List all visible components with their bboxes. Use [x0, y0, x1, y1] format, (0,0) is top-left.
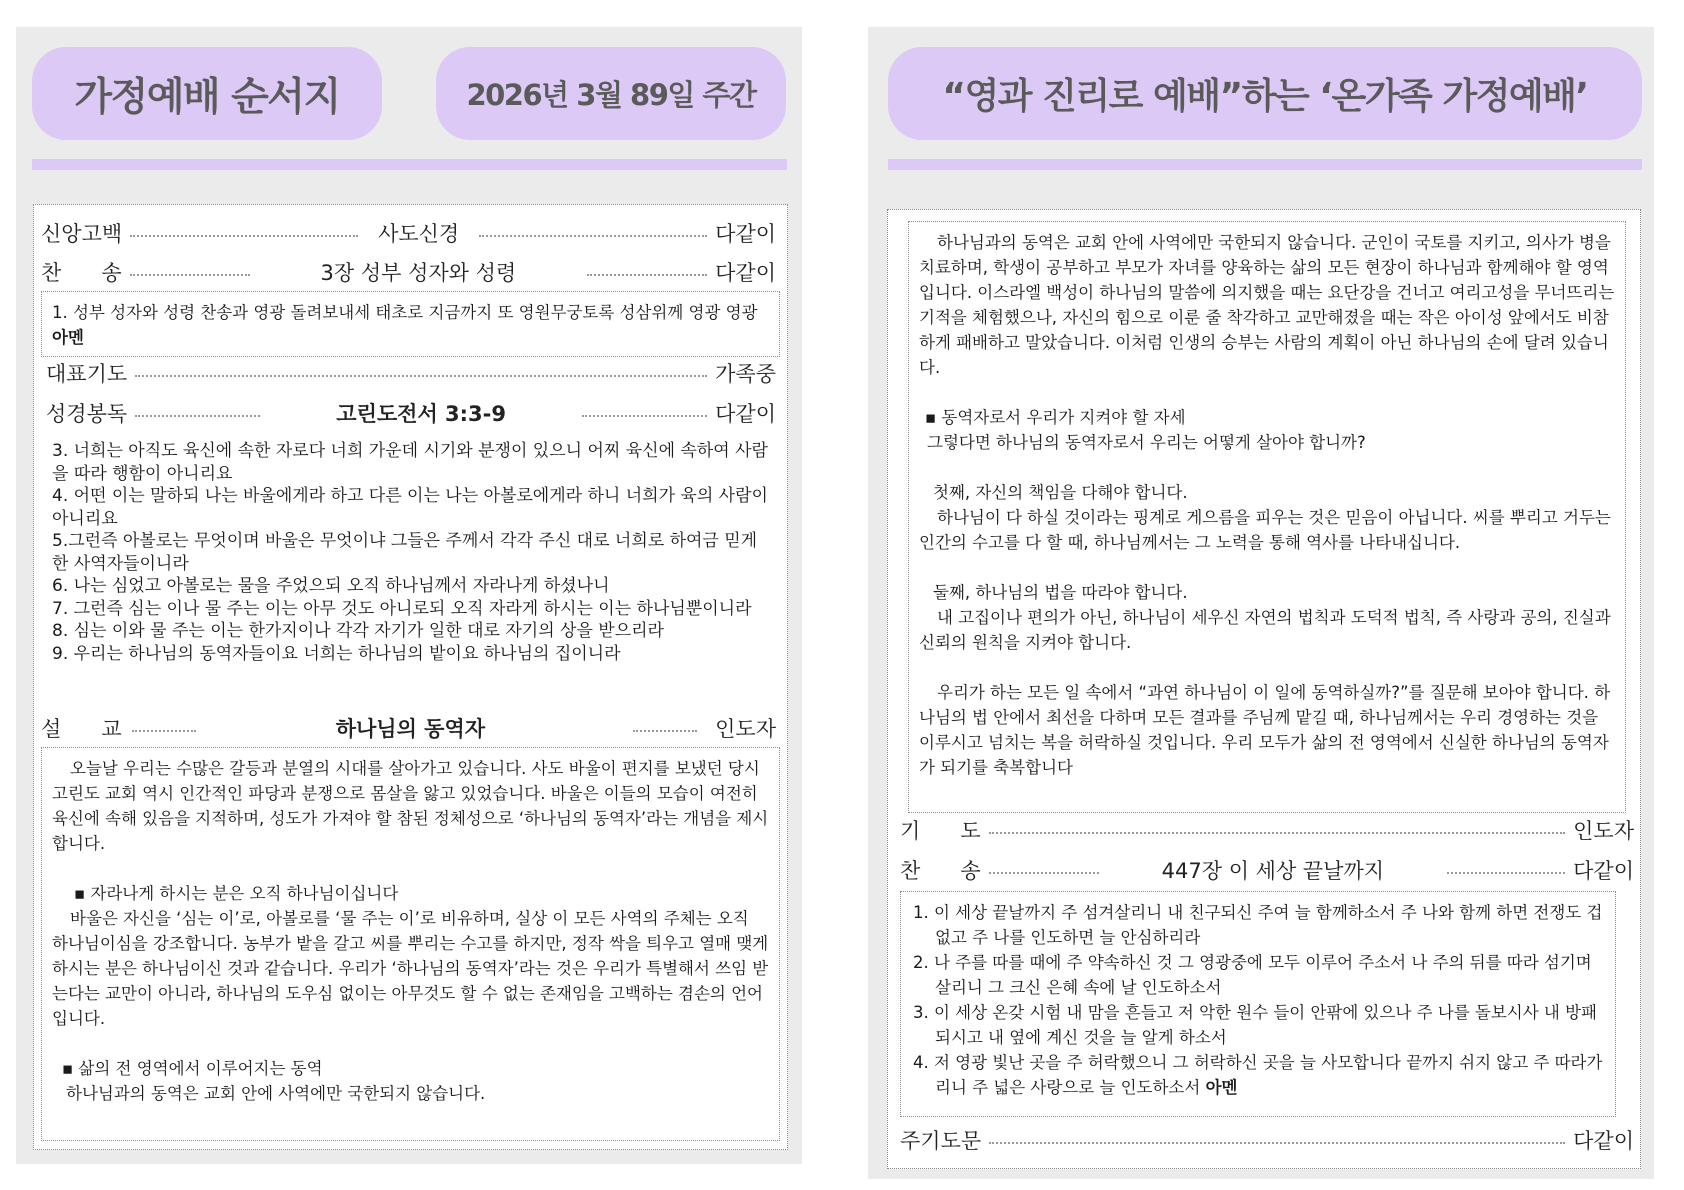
hymn-text: 1. 성부 성자와 성령 찬송과 영광 돌려보내세 태초로 지금까지 또 영원무궁토록 성삼위께 영광 영광 — [52, 303, 758, 322]
leader-dots — [132, 730, 196, 732]
leader-dots — [135, 415, 260, 417]
verse-line: 8. 심는 이와 물 주는 이는 한가지이나 각각 자기가 일한 대로 자기의 상을 받으리라 — [52, 621, 664, 641]
leader-dots — [989, 832, 1566, 834]
row-prayer — [900, 815, 1634, 845]
hymn-verse-text: 1. 이 세상 끝날까지 주 섬겨살리니 내 친구되신 주여 늘 함께하소서 주 나와 함께 하면 전쟁도 겁없고 주 나를 인도하면 늘 안심하리라 — [913, 903, 1603, 947]
row-reading — [46, 398, 776, 428]
amen: 아멘 — [1205, 1078, 1238, 1097]
leader-dots — [989, 1142, 1565, 1144]
row-leader: 다같이 — [715, 261, 776, 285]
sermon-paragraph: 오늘날 우리는 수많은 갈등과 분열의 시대를 살아가고 있습니다. 사도 바울이 편지를 보냈던 당시 고린도 교회 역시 인간적인 파당과 분쟁으로 몸살을 앓고 있었습니다. 바울은 이들의 모습이 여전히 육신에 속해 있음을 지적하며, 성도가 가져야 할 참된 정체성으로 ‘하나님의 동역자’라는 개념을 제시합니다. — [52, 759, 769, 853]
row-leader: 인도자 — [1573, 819, 1634, 843]
hymn-lyrics — [41, 291, 780, 357]
row-label: 대표기도 — [46, 362, 128, 386]
order-frame — [33, 204, 788, 1150]
leader-dots — [989, 872, 1099, 874]
row-label: 성경봉독 — [46, 402, 128, 426]
row-hymn — [900, 855, 1634, 885]
row-sermon — [41, 713, 776, 743]
title-divider — [32, 159, 787, 170]
sermon-heading: ▪ 동역자로서 우리가 지켜야 할 자세 — [925, 408, 1186, 427]
row-label: 찬 송 — [41, 261, 122, 285]
leader-dots — [587, 274, 707, 276]
row-label: 설 교 — [41, 717, 122, 741]
leader-dots — [130, 235, 358, 237]
sermon-title: 하나님의 동역자 — [335, 717, 486, 741]
sermon-paragraph: 바울은 자신을 ‘심는 이’로, 아볼로를 ‘물 주는 이’로 비유하며, 실상 이 모든 사역의 주체는 오직 하나님이심을 강조합니다. 농부가 밭을 갈고 씨를 뿌리는 수고를 하지만, 정작 싹을 틔우고 열매 맺게 하시는 분은 하나님이신 것과 같습니다. 우리가 ‘하나님의 동역자’라는 것은 우리가 특별해서 쓰임 받는다는 교만이 아니라, 하나님의 도우심 없이는 아무것도 할 수 없는 존재임을 고백하는 겸손의 언어입니다. — [52, 909, 769, 1028]
row-leader: 가족중 — [715, 362, 776, 386]
sermon-paragraph: 하나님이 다 하실 것이라는 핑계로 게으름을 피우는 것은 믿음이 아닙니다. 씨를 뿌리고 거두는 인간의 수고를 다 할 때, 하나님께서는 그 노력을 통해 역사를 나타내십니다. — [919, 508, 1611, 552]
row-leader: 다같이 — [1573, 859, 1634, 883]
hymn-verse — [913, 900, 1603, 950]
hymn-verse-text: 2. 나 주를 따를 때에 주 약속하신 것 그 영광중에 모두 이루어 주소서 나 주의 뒤를 따라 섬기며 살리니 그 크신 은혜 속에 날 인도하소서 — [913, 953, 1592, 997]
row-leader: 인도자 — [715, 717, 776, 741]
verse-line: 6. 나는 심었고 아볼로는 물을 주었으되 오직 하나님께서 자라나게 하셨나니 — [52, 576, 610, 596]
sermon-paragraph: 내 고집이나 편의가 아닌, 하나님이 세우신 자연의 법칙과 도덕적 법칙, 즉 사랑과 공의, 진실과 신뢰의 원칙을 지켜야 합니다. — [919, 608, 1611, 652]
title-divider — [888, 159, 1642, 170]
row-prayer — [46, 358, 776, 388]
verse-line: 5.그런즉 아볼로는 무엇이며 바울은 무엇이냐 그들은 주께서 각각 주신 대로 너희로 하여금 믿게 한 사역자들이니라 — [52, 531, 758, 574]
row-label: 기 도 — [900, 819, 981, 843]
row-item: 3장 성부 성자와 성령 — [320, 261, 517, 285]
row-hymn — [41, 257, 776, 287]
point-title: 첫째, 자신의 책임을 다해야 합니다. — [933, 483, 1188, 502]
right-page — [868, 27, 1654, 1179]
page-title: “영과 진리로 예배”하는 ‘온가족 가정예배’ — [888, 47, 1642, 140]
row-leader: 다같이 — [715, 402, 776, 426]
row-label: 찬 송 — [900, 859, 981, 883]
sermon-heading: ▪ 삶의 전 영역에서 이루어지는 동역 — [62, 1059, 323, 1078]
hymn-verse — [913, 950, 1603, 1000]
row-item: 사도신경 — [378, 222, 460, 246]
left-page — [16, 27, 802, 1164]
row-label: 신앙고백 — [41, 222, 123, 246]
row-leader: 다같이 — [715, 222, 777, 246]
verse-line: 3. 너희는 아직도 육신에 속한 자로다 너희 가운데 시기와 분쟁이 있으니 어찌 육신에 속하여 사람을 따라 행함이 아니리요 — [52, 441, 768, 484]
leader-dots — [135, 375, 707, 377]
row-leader: 다같이 — [1573, 1129, 1634, 1153]
verse-line: 7. 그런즉 심는 이나 물 주는 이는 아무 것도 아니로되 오직 자라게 하시는 이는 하나님뿐이니라 — [52, 598, 752, 619]
hymn-verse — [913, 1000, 1603, 1050]
sermon-heading: ▪ 자라나게 하시는 분은 오직 하나님이십니다 — [74, 884, 399, 903]
row-item: 447장 이 세상 끝날까지 — [1161, 859, 1385, 883]
week-date: 2026년 3월 89일 주간 — [436, 47, 786, 140]
sermon-paragraph: 그렇다면 하나님의 동역자로서 우리는 어떻게 살아야 합니까? — [927, 433, 1366, 452]
leader-dots — [479, 235, 707, 237]
row-lords-prayer — [900, 1125, 1634, 1155]
sermon-paragraph: 우리가 하는 모든 일 속에서 “과연 하나님이 이 일에 동역하실까?”를 질문해 보아야 합니다. 하나님의 법 안에서 최선을 다하며 모든 결과를 주님께 맡길 때, 하나님께서는 우리 경영하는 것을 이루시고 넘치는 복을 허락하실 것입니다. 우리 모두가 삶의 전 영역에서 신실한 하나님의 동역자가 되기를 축복합니다 — [919, 683, 1611, 777]
sermon-paragraph: 하나님과의 동역은 교회 안에 사역에만 국한되지 않습니다. 군인이 국토를 지키고, 의사가 병을 치료하며, 학생이 공부하고 부모가 자녀를 양육하는 삶의 모든 현장이 하나님과 함께해야 할 영역입니다. 이스라엘 백성이 하나님의 말씀에 의지했을 때는 요단강을 건너고 여리고성을 무너뜨리는 기적을 체험했으나, 자신의 힘으로 이룬 줄 착각하고 교만해졌을 때는 작은 아이성 앞에서도 비참하게 패배하고 말았습니다. 이처럼 인생의 승부는 사람의 계획이 아닌 하나님의 손에 달려 있습니다. — [919, 233, 1615, 377]
hymn-verse-text: 4. 저 영광 빛난 곳을 주 허락했으니 그 허락하신 곳을 늘 사모합니다 끝까지 쉬지 않고 주 따라가리니 주 넓은 사랑으로 늘 인도하소서 — [913, 1053, 1603, 1097]
row-confession — [41, 218, 776, 248]
leader-dots — [130, 274, 250, 276]
leader-dots — [582, 415, 707, 417]
hymn-verse — [913, 1050, 1603, 1100]
leader-dots — [1447, 872, 1565, 874]
verse-line: 9. 우리는 하나님의 동역자들이요 너희는 하나님의 밭이요 하나님의 집이니라 — [52, 643, 621, 664]
hymn-verse-text: 3. 이 세상 온갖 시험 내 맘을 흔들고 저 악한 원수 들이 안팎에 있으나 주 나를 돌보시사 내 방패되시고 내 옆에 계신 것을 늘 알게 하소서 — [913, 1003, 1597, 1047]
sermon-paragraph: 하나님과의 동역은 교회 안에 사역에만 국한되지 않습니다. — [66, 1084, 486, 1103]
verse-line: 4. 어떤 이는 말하되 나는 바울에게라 하고 다른 이는 나는 아볼로에게라 하니 너희가 육의 사람이 아니리요 — [52, 486, 768, 529]
hymn-lyrics — [900, 891, 1616, 1117]
scripture-reference: 고린도전서 3:3-9 — [336, 402, 506, 426]
leader-dots — [633, 730, 697, 732]
row-label: 주기도문 — [900, 1129, 982, 1153]
order-frame — [887, 209, 1641, 1169]
scripture-verses — [52, 440, 772, 665]
sermon-text — [908, 221, 1626, 813]
sermon-text — [41, 747, 780, 1141]
point-title: 둘째, 하나님의 법을 따라야 합니다. — [933, 583, 1188, 602]
page-title: 가정예배 순서지 — [32, 47, 382, 140]
amen: 아멘 — [52, 328, 84, 347]
